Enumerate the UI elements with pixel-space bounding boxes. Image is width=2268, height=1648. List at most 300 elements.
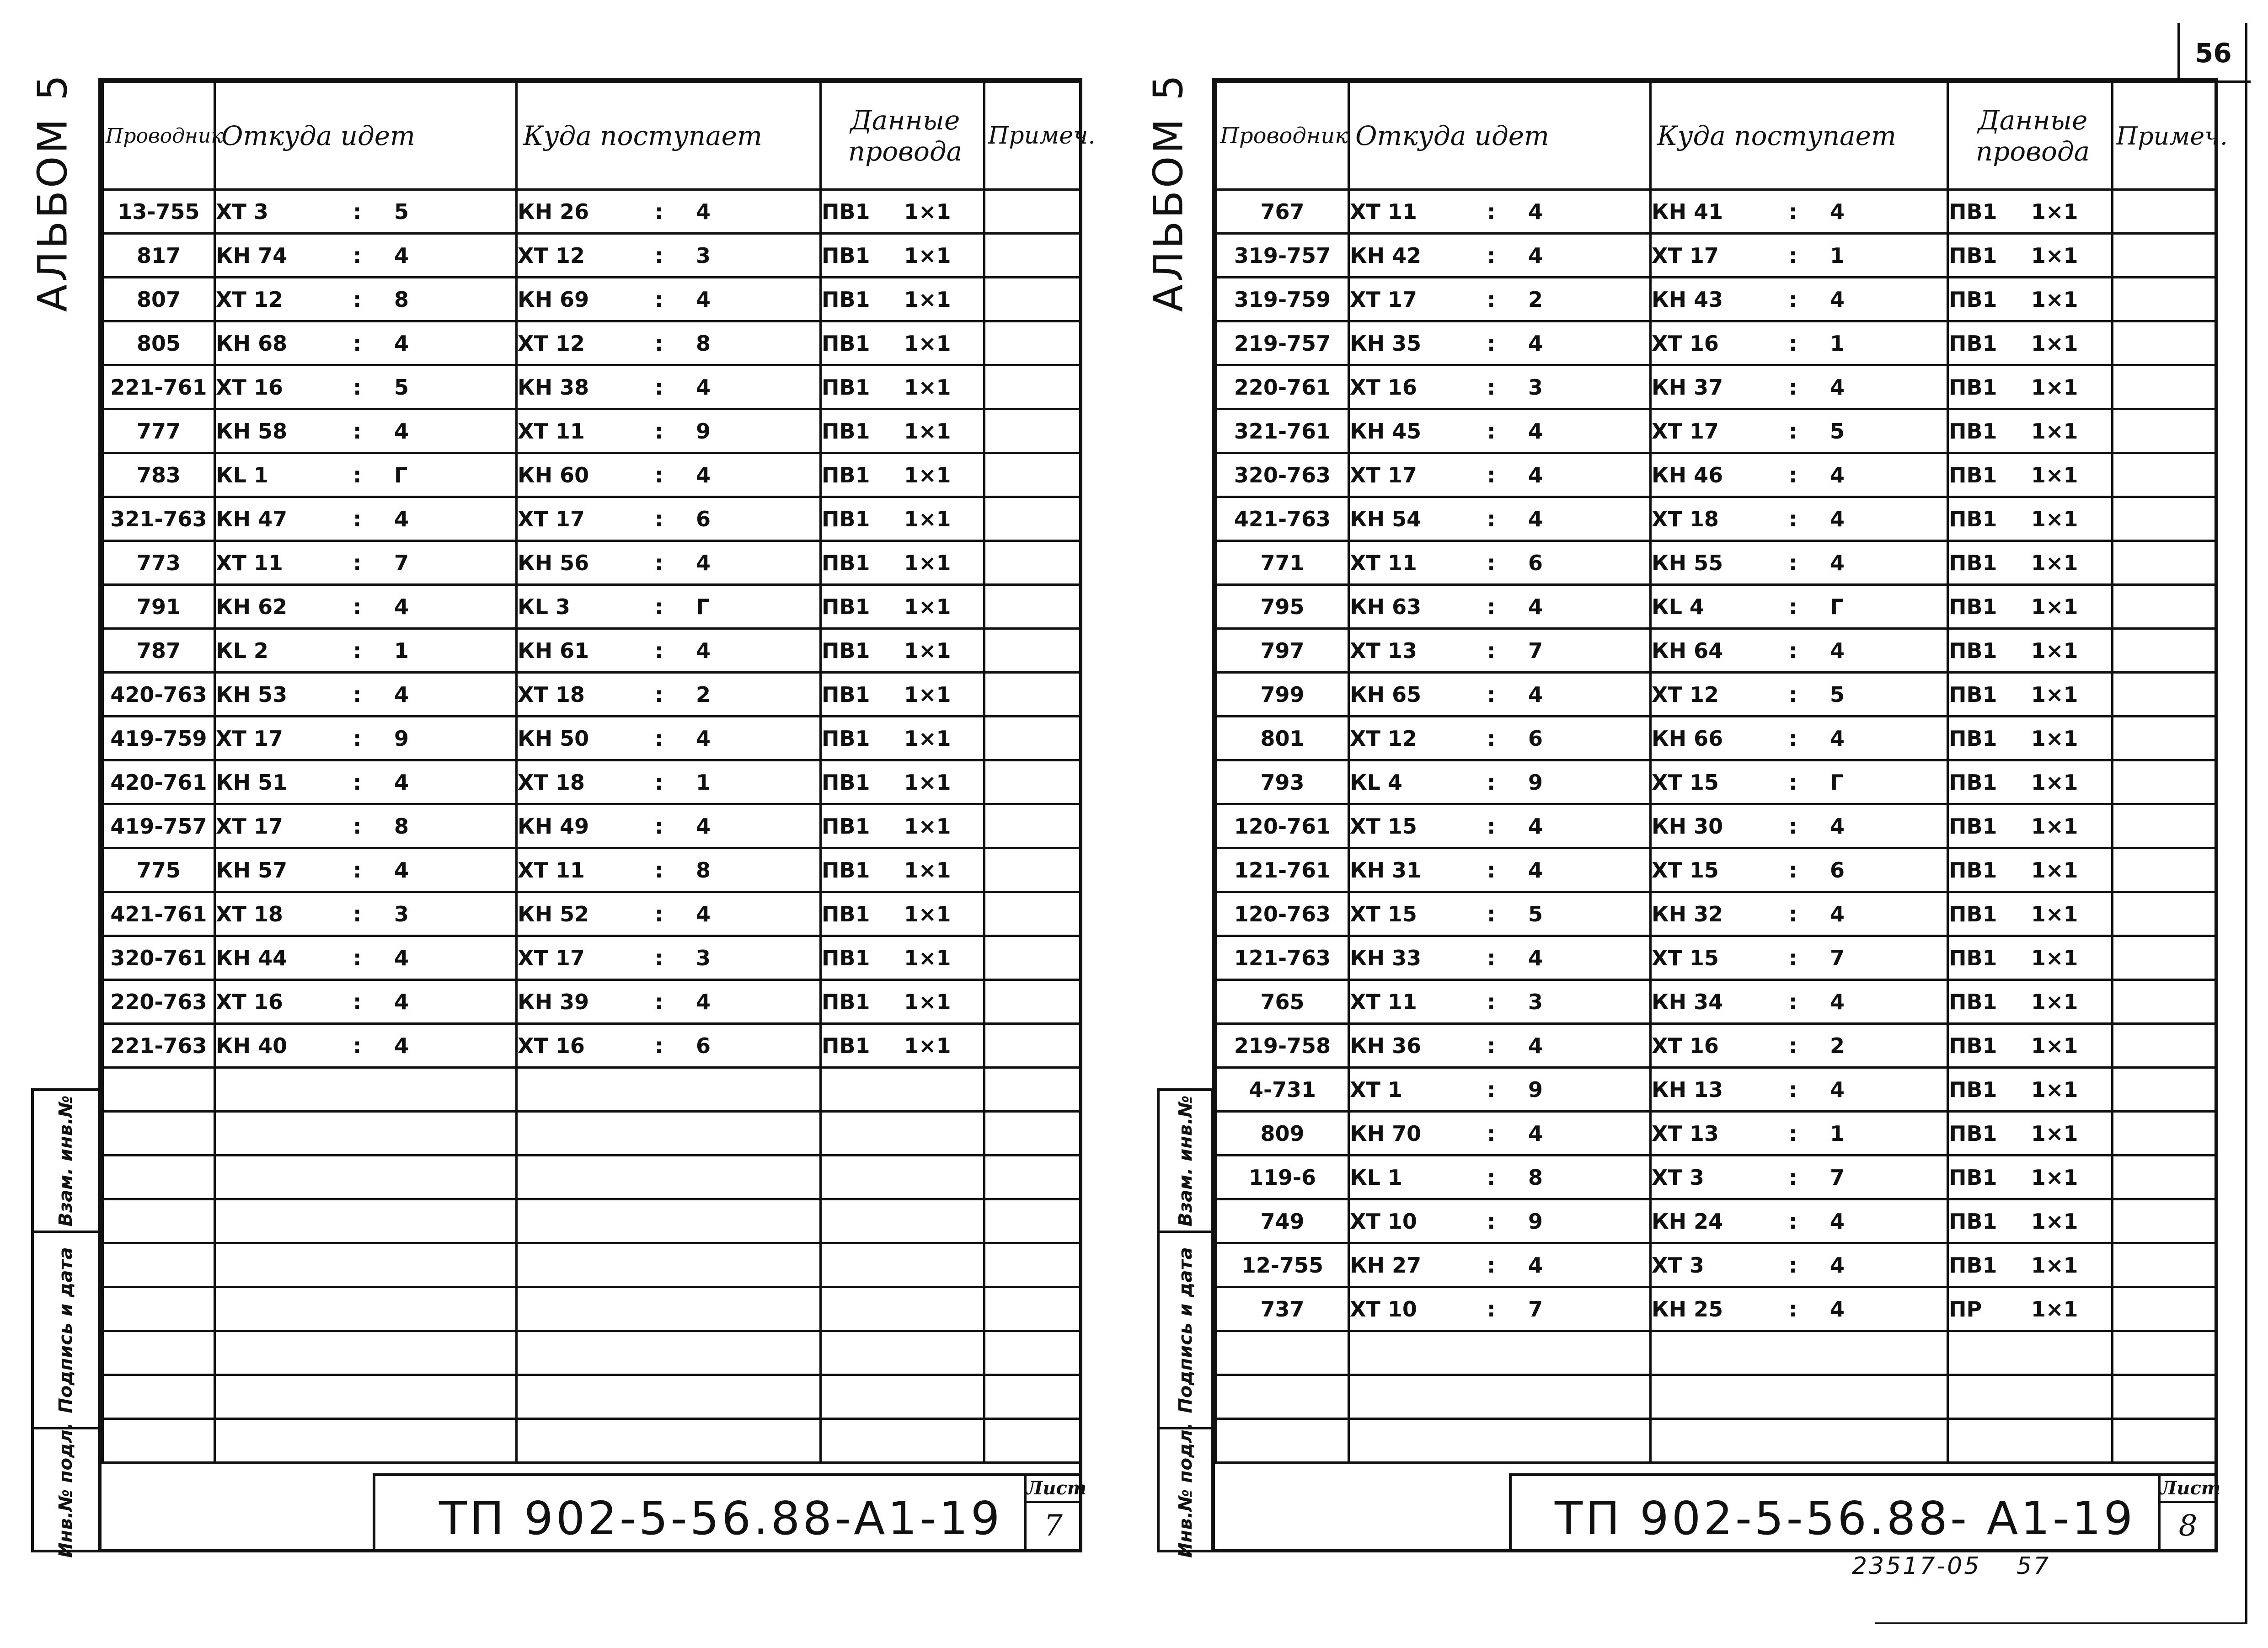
wire-data-cell bbox=[821, 848, 984, 892]
from-cell bbox=[1349, 848, 1651, 892]
table-row bbox=[1216, 409, 2216, 453]
wire-cell bbox=[1216, 1243, 1349, 1287]
to-contact: 8 bbox=[696, 331, 711, 356]
to-contact: 4 bbox=[696, 989, 711, 1014]
wire-cell bbox=[1216, 321, 1349, 365]
from-cell bbox=[1349, 190, 1651, 234]
table-row bbox=[1216, 1199, 2216, 1243]
separator: : bbox=[1789, 1033, 1797, 1058]
to-point: КН 43 bbox=[1652, 287, 1723, 312]
wire-cell bbox=[103, 848, 215, 892]
wire-cell bbox=[1216, 190, 1349, 234]
empty-cell bbox=[1349, 1375, 1651, 1419]
wire-cell bbox=[1216, 497, 1349, 541]
table-row bbox=[103, 1024, 1081, 1068]
archive-number: 23517-05 bbox=[1852, 1552, 1981, 1580]
wire-label: 805 bbox=[136, 331, 181, 356]
from-contact: 4 bbox=[1528, 462, 1543, 487]
table-row bbox=[103, 717, 1081, 760]
to-contact: 7 bbox=[1830, 1165, 1845, 1190]
from-point: КН 36 bbox=[1350, 1033, 1422, 1058]
wire-label: 321-763 bbox=[110, 506, 207, 531]
page-number-box-left bbox=[2177, 23, 2180, 82]
from-cell bbox=[215, 980, 517, 1024]
from-contact: 4 bbox=[1528, 682, 1543, 707]
wire-type: ПВ1 bbox=[1949, 1033, 1997, 1058]
wire-label: 765 bbox=[1260, 989, 1305, 1014]
from-contact: 6 bbox=[1528, 550, 1543, 575]
empty-cell bbox=[984, 1287, 1081, 1331]
wire-data-cell bbox=[1948, 1243, 2113, 1287]
wire-data-cell bbox=[821, 804, 984, 848]
from-point: КН 27 bbox=[1350, 1252, 1422, 1278]
to-point: ХТ 18 bbox=[1652, 506, 1719, 531]
empty-cell bbox=[215, 1375, 517, 1419]
from-contact: 4 bbox=[1528, 1121, 1543, 1146]
from-contact: 4 bbox=[1528, 857, 1543, 883]
wire-type: ПВ1 bbox=[1949, 857, 1997, 883]
from-cell bbox=[215, 365, 517, 409]
from-contact: 4 bbox=[394, 945, 409, 970]
note-cell bbox=[2113, 848, 2216, 892]
separator: : bbox=[1487, 1252, 1496, 1278]
from-contact: 8 bbox=[1528, 1165, 1543, 1190]
separator: : bbox=[655, 901, 663, 926]
note-cell bbox=[984, 804, 1081, 848]
wire-data-cell bbox=[1948, 321, 2113, 365]
wire-cell bbox=[1216, 1287, 1349, 1331]
to-cell bbox=[517, 190, 821, 234]
table-row-empty bbox=[103, 1068, 1081, 1112]
to-contact: 4 bbox=[696, 287, 711, 312]
from-point: КL 1 bbox=[1350, 1165, 1402, 1190]
from-contact: 4 bbox=[394, 506, 409, 531]
wire-size: 1×1 bbox=[2031, 1296, 2078, 1322]
to-point: КН 25 bbox=[1652, 1296, 1723, 1322]
separator: : bbox=[655, 550, 663, 575]
wire-label: 419-757 bbox=[110, 813, 207, 839]
separator: : bbox=[1789, 770, 1797, 795]
right-side-strip bbox=[1157, 1088, 1214, 1558]
table-row bbox=[1216, 321, 2216, 365]
wire-size: 1×1 bbox=[2031, 945, 2078, 970]
wire-type: ПВ1 bbox=[822, 726, 870, 751]
to-cell bbox=[1651, 1287, 1948, 1331]
to-contact: 4 bbox=[696, 199, 711, 224]
table-row-empty bbox=[103, 1112, 1081, 1156]
empty-cell bbox=[517, 1331, 821, 1375]
to-contact: 3 bbox=[696, 243, 711, 268]
wire-label: 771 bbox=[1260, 550, 1305, 575]
to-cell bbox=[1651, 1199, 1948, 1243]
separator: : bbox=[1487, 1209, 1496, 1234]
table-row bbox=[103, 585, 1081, 629]
to-point: КН 30 bbox=[1652, 813, 1723, 839]
from-cell bbox=[1349, 1287, 1651, 1331]
note-cell bbox=[2113, 1156, 2216, 1199]
to-contact: 4 bbox=[1830, 638, 1845, 663]
header-data: Данные провода bbox=[821, 82, 984, 190]
separator: : bbox=[1789, 1165, 1797, 1190]
separator: : bbox=[655, 506, 663, 531]
separator: : bbox=[1487, 462, 1496, 487]
to-point: ХТ 17 bbox=[518, 506, 585, 531]
separator: : bbox=[1487, 506, 1496, 531]
separator: : bbox=[353, 638, 362, 663]
separator: : bbox=[1487, 1033, 1496, 1058]
from-point: КL 2 bbox=[216, 638, 268, 663]
from-cell bbox=[1349, 673, 1651, 717]
right-sheet-number: 8 bbox=[2178, 1509, 2198, 1543]
wire-size: 1×1 bbox=[904, 945, 951, 970]
to-point: ХТ 12 bbox=[518, 331, 585, 356]
wire-label: 120-761 bbox=[1234, 813, 1331, 839]
table-row-empty bbox=[103, 1243, 1081, 1287]
separator: : bbox=[1789, 287, 1797, 312]
from-cell bbox=[1349, 1068, 1651, 1112]
to-point: ХТ 3 bbox=[1652, 1165, 1704, 1190]
from-contact: 4 bbox=[394, 331, 409, 356]
from-contact: 4 bbox=[1528, 199, 1543, 224]
separator: : bbox=[353, 945, 362, 970]
wire-cell bbox=[103, 980, 215, 1024]
wire-size: 1×1 bbox=[904, 506, 951, 531]
from-contact: 7 bbox=[1528, 1296, 1543, 1322]
wire-label: 797 bbox=[1260, 638, 1305, 663]
separator: : bbox=[1487, 1165, 1496, 1190]
note-cell bbox=[984, 278, 1081, 321]
wire-size: 1×1 bbox=[2031, 462, 2078, 487]
table-row bbox=[1216, 541, 2216, 585]
wire-type: ПВ1 bbox=[822, 375, 870, 400]
empty-cell bbox=[984, 1112, 1081, 1156]
wire-data-cell bbox=[1948, 541, 2113, 585]
from-point: КL 4 bbox=[1350, 770, 1402, 795]
separator: : bbox=[1487, 813, 1496, 839]
wire-type: ПВ1 bbox=[822, 331, 870, 356]
wire-data-cell bbox=[1948, 1199, 2113, 1243]
to-cell bbox=[1651, 190, 1948, 234]
to-point: ХТ 17 bbox=[1652, 243, 1719, 268]
empty-cell bbox=[103, 1199, 215, 1243]
empty-cell bbox=[103, 1287, 215, 1331]
wire-type: ПР bbox=[1949, 1296, 1982, 1322]
to-contact: 4 bbox=[696, 813, 711, 839]
note-cell bbox=[2113, 190, 2216, 234]
table-row bbox=[1216, 892, 2216, 936]
empty-cell bbox=[2113, 1419, 2216, 1463]
wire-size: 1×1 bbox=[2031, 1165, 2078, 1190]
from-point: КН 42 bbox=[1350, 243, 1422, 268]
to-point: КН 46 bbox=[1652, 462, 1723, 487]
to-cell bbox=[1651, 1112, 1948, 1156]
to-contact: 4 bbox=[1830, 1252, 1845, 1278]
from-contact: 9 bbox=[1528, 770, 1543, 795]
to-point: ХТ 11 bbox=[518, 857, 585, 883]
from-cell bbox=[1349, 365, 1651, 409]
from-contact: 4 bbox=[1528, 418, 1543, 444]
wire-label: 775 bbox=[136, 857, 181, 883]
empty-cell bbox=[821, 1243, 984, 1287]
wire-data-cell bbox=[1948, 980, 2113, 1024]
wire-label: 221-761 bbox=[110, 375, 207, 400]
wire-data-cell bbox=[821, 585, 984, 629]
wire-cell bbox=[1216, 365, 1349, 409]
wire-data-cell bbox=[821, 1024, 984, 1068]
wire-cell bbox=[1216, 1156, 1349, 1199]
empty-cell bbox=[821, 1331, 984, 1375]
wire-cell bbox=[103, 453, 215, 497]
wire-size: 1×1 bbox=[2031, 375, 2078, 400]
table-row bbox=[1216, 1156, 2216, 1199]
empty-cell bbox=[1651, 1375, 1948, 1419]
wire-data-cell bbox=[1948, 717, 2113, 760]
to-contact: 8 bbox=[696, 857, 711, 883]
from-point: КН 57 bbox=[216, 857, 288, 883]
to-cell bbox=[517, 541, 821, 585]
separator: : bbox=[353, 287, 362, 312]
separator: : bbox=[1487, 287, 1496, 312]
note-cell bbox=[2113, 497, 2216, 541]
table-row bbox=[1216, 497, 2216, 541]
to-point: КН 60 bbox=[518, 462, 589, 487]
wire-cell bbox=[103, 804, 215, 848]
page-number: 56 bbox=[2195, 37, 2232, 69]
note-cell bbox=[2113, 980, 2216, 1024]
from-cell bbox=[1349, 541, 1651, 585]
wire-type: ПВ1 bbox=[1949, 1252, 1997, 1278]
to-point: КН 38 bbox=[518, 375, 589, 400]
empty-cell bbox=[215, 1112, 517, 1156]
to-cell bbox=[1651, 980, 1948, 1024]
separator: : bbox=[655, 989, 663, 1014]
table-row bbox=[1216, 234, 2216, 278]
to-cell bbox=[517, 409, 821, 453]
to-cell bbox=[517, 804, 821, 848]
wire-label: 737 bbox=[1260, 1296, 1305, 1322]
table-row-empty bbox=[103, 1287, 1081, 1331]
from-point: КН 65 bbox=[1350, 682, 1422, 707]
wire-size: 1×1 bbox=[904, 638, 951, 663]
from-point: ХТ 1 bbox=[1350, 1077, 1402, 1102]
empty-cell bbox=[984, 1331, 1081, 1375]
to-point: ХТ 12 bbox=[518, 243, 585, 268]
separator: : bbox=[655, 594, 663, 619]
wire-label: 793 bbox=[1260, 770, 1305, 795]
wire-size: 1×1 bbox=[2031, 418, 2078, 444]
from-point: ХТ 17 bbox=[1350, 462, 1417, 487]
note-cell bbox=[2113, 278, 2216, 321]
to-point: КН 56 bbox=[518, 550, 589, 575]
to-point: КН 24 bbox=[1652, 1209, 1723, 1234]
to-contact: 4 bbox=[1830, 375, 1845, 400]
to-contact: 7 bbox=[1830, 945, 1845, 970]
to-cell bbox=[517, 585, 821, 629]
to-cell bbox=[1651, 760, 1948, 804]
to-point: ХТ 16 bbox=[518, 1033, 585, 1058]
wire-cell bbox=[1216, 892, 1349, 936]
wire-size: 1×1 bbox=[904, 462, 951, 487]
table-row bbox=[1216, 980, 2216, 1024]
from-point: КL 1 bbox=[216, 462, 268, 487]
wire-cell bbox=[1216, 673, 1349, 717]
from-cell bbox=[215, 629, 517, 673]
from-point: КН 44 bbox=[216, 945, 288, 970]
separator: : bbox=[655, 243, 663, 268]
wire-data-cell bbox=[821, 497, 984, 541]
separator: : bbox=[353, 243, 362, 268]
wire-size: 1×1 bbox=[904, 857, 951, 883]
separator: : bbox=[1487, 901, 1496, 926]
from-contact: 6 bbox=[1528, 726, 1543, 751]
separator: : bbox=[353, 857, 362, 883]
wire-type: ПВ1 bbox=[1949, 989, 1997, 1014]
to-contact: Г bbox=[1830, 770, 1844, 795]
from-cell bbox=[1349, 321, 1651, 365]
wire-size: 1×1 bbox=[904, 989, 951, 1014]
note-cell bbox=[2113, 321, 2216, 365]
wire-size: 1×1 bbox=[2031, 1033, 2078, 1058]
note-cell bbox=[2113, 1199, 2216, 1243]
wire-cell bbox=[103, 541, 215, 585]
wire-data-cell bbox=[1948, 365, 2113, 409]
empty-cell bbox=[821, 1156, 984, 1199]
empty-cell bbox=[103, 1375, 215, 1419]
wire-data-cell bbox=[821, 980, 984, 1024]
from-cell bbox=[1349, 1112, 1651, 1156]
from-cell bbox=[215, 1024, 517, 1068]
wire-label: 4-731 bbox=[1248, 1077, 1316, 1102]
separator: : bbox=[353, 199, 362, 224]
to-point: КН 41 bbox=[1652, 199, 1723, 224]
from-contact: 1 bbox=[394, 638, 409, 663]
wire-data-cell bbox=[1948, 409, 2113, 453]
note-cell bbox=[984, 629, 1081, 673]
empty-cell bbox=[2113, 1375, 2216, 1419]
to-point: КН 13 bbox=[1652, 1077, 1723, 1102]
to-point: КL 3 bbox=[518, 594, 570, 619]
from-point: ХТ 16 bbox=[216, 375, 283, 400]
wire-size: 1×1 bbox=[904, 682, 951, 707]
to-cell bbox=[517, 717, 821, 760]
wire-data-cell bbox=[1948, 892, 2113, 936]
wire-label: 767 bbox=[1260, 199, 1305, 224]
empty-cell bbox=[103, 1419, 215, 1463]
empty-cell bbox=[215, 1287, 517, 1331]
to-contact: 3 bbox=[696, 945, 711, 970]
wire-size: 1×1 bbox=[2031, 506, 2078, 531]
table-row bbox=[1216, 1024, 2216, 1068]
right-sheet-label: Лист bbox=[2161, 1476, 2215, 1503]
from-point: ХТ 13 bbox=[1350, 638, 1417, 663]
separator: : bbox=[1789, 1252, 1797, 1278]
wire-label: 817 bbox=[136, 243, 181, 268]
wire-size: 1×1 bbox=[2031, 1121, 2078, 1146]
left-sheet-number: 7 bbox=[1044, 1509, 1063, 1543]
separator: : bbox=[1487, 989, 1496, 1014]
table-row bbox=[103, 541, 1081, 585]
from-cell bbox=[1349, 717, 1651, 760]
from-point: КН 47 bbox=[216, 506, 288, 531]
wire-cell bbox=[1216, 848, 1349, 892]
from-point: ХТ 16 bbox=[216, 989, 283, 1014]
note-cell bbox=[984, 321, 1081, 365]
note-cell bbox=[2113, 892, 2216, 936]
from-cell bbox=[215, 497, 517, 541]
note-cell bbox=[984, 541, 1081, 585]
table-row bbox=[103, 936, 1081, 980]
wire-label: 320-763 bbox=[1234, 462, 1331, 487]
wire-label: 319-759 bbox=[1234, 287, 1331, 312]
separator: : bbox=[1487, 770, 1496, 795]
note-cell bbox=[984, 1024, 1081, 1068]
table-row bbox=[1216, 804, 2216, 848]
wire-data-cell bbox=[821, 190, 984, 234]
from-contact: 3 bbox=[394, 901, 409, 926]
wire-data-cell bbox=[821, 278, 984, 321]
empty-cell bbox=[821, 1199, 984, 1243]
inv-orig-cell bbox=[1160, 1422, 1211, 1558]
separator: : bbox=[353, 506, 362, 531]
to-cell bbox=[1651, 278, 1948, 321]
separator: : bbox=[655, 813, 663, 839]
to-contact: 4 bbox=[1830, 1209, 1845, 1234]
to-cell bbox=[517, 278, 821, 321]
separator: : bbox=[1789, 989, 1797, 1014]
wire-type: ПВ1 bbox=[1949, 726, 1997, 751]
wire-type: ПВ1 bbox=[1949, 418, 1997, 444]
from-contact: 4 bbox=[394, 770, 409, 795]
to-contact: 4 bbox=[696, 375, 711, 400]
right-document-code: ТП 902-5-56.88- А1-19 bbox=[1555, 1492, 2136, 1545]
separator: : bbox=[1789, 462, 1797, 487]
wire-size: 1×1 bbox=[904, 770, 951, 795]
to-point: КН 66 bbox=[1652, 726, 1723, 751]
to-point: КН 26 bbox=[518, 199, 589, 224]
table-row bbox=[103, 629, 1081, 673]
table-row bbox=[103, 497, 1081, 541]
separator: : bbox=[1789, 726, 1797, 751]
to-point: ХТ 18 bbox=[518, 770, 585, 795]
separator: : bbox=[655, 1033, 663, 1058]
separator: : bbox=[655, 857, 663, 883]
to-cell bbox=[1651, 673, 1948, 717]
wire-label: 421-761 bbox=[110, 901, 207, 926]
to-contact: 4 bbox=[1830, 1296, 1845, 1322]
wire-data-cell bbox=[1948, 1156, 2113, 1199]
wire-data-cell bbox=[1948, 1287, 2113, 1331]
empty-cell bbox=[821, 1375, 984, 1419]
separator: : bbox=[1487, 594, 1496, 619]
to-point: КН 37 bbox=[1652, 375, 1723, 400]
header-wire: Проводник bbox=[103, 82, 215, 190]
wire-cell bbox=[1216, 585, 1349, 629]
separator: : bbox=[655, 462, 663, 487]
header-data: Данные провода bbox=[1948, 82, 2113, 190]
wire-size: 1×1 bbox=[904, 418, 951, 444]
wire-size: 1×1 bbox=[2031, 857, 2078, 883]
from-cell bbox=[1349, 1243, 1651, 1287]
wire-type: ПВ1 bbox=[1949, 199, 1997, 224]
wire-label: 12-755 bbox=[1241, 1252, 1324, 1278]
separator: : bbox=[1789, 418, 1797, 444]
to-cell bbox=[1651, 717, 1948, 760]
wire-type: ПВ1 bbox=[822, 638, 870, 663]
from-cell bbox=[215, 848, 517, 892]
separator: : bbox=[655, 418, 663, 444]
wire-label: 809 bbox=[1260, 1121, 1305, 1146]
wire-size: 1×1 bbox=[904, 287, 951, 312]
